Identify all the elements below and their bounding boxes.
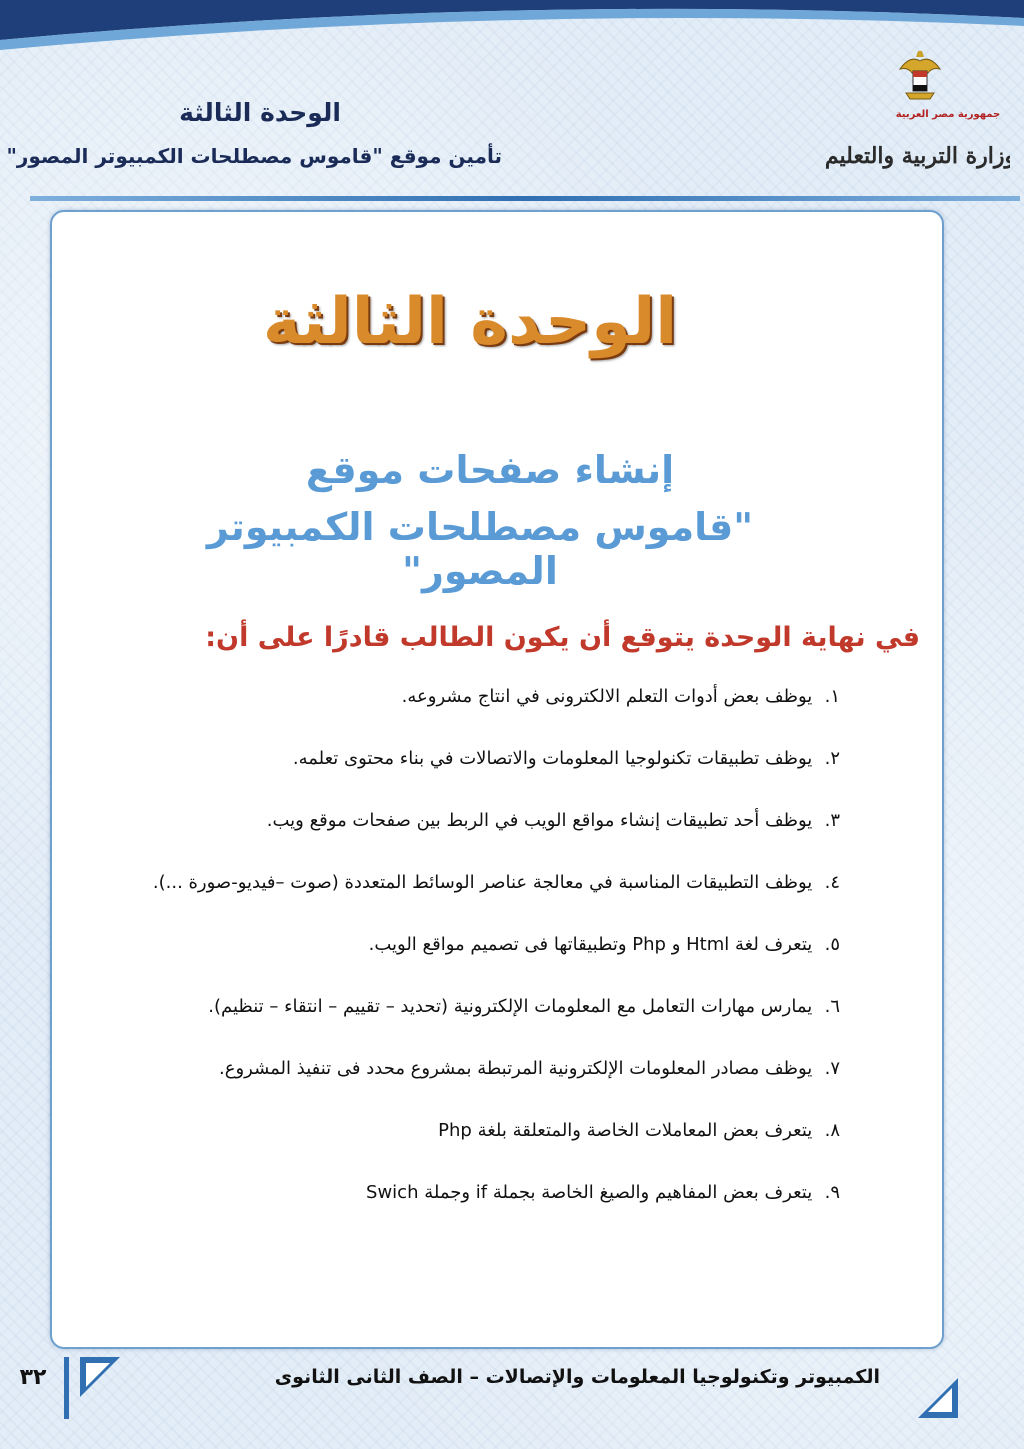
footer-text: الكمبيوتر وتكنولوجيا المعلومات والإتصالات – الصف الثانى الثانوى (274, 1366, 880, 1388)
objective-number: ٧. (824, 1058, 840, 1079)
logo-ministry-text: وزارة التربية والتعليم (824, 143, 1010, 169)
corner-triangle-icon (80, 1357, 120, 1397)
unit-title: الوحدة الثالثة (262, 285, 678, 359)
header-divider (30, 196, 1020, 201)
ministry-logo (820, 45, 1010, 185)
objectives-intro: في نهاية الوحدة يتوقع أن يكون الطالب قادرًا على أن: (205, 622, 920, 653)
objective-number: ٩. (824, 1182, 840, 1203)
objective-text: يتعرف بعض المفاهيم والصيغ الخاصة بجملة if وجملة Swich (366, 1182, 813, 1203)
objective-item (60, 992, 840, 1054)
objective-item (60, 744, 840, 806)
objective-text: يتعرف لغة Html و Php وتطبيقاتها فى تصميم مواقع الويب. (368, 934, 813, 955)
page-number: ٣٢ (19, 1365, 47, 1390)
objectives-list (60, 682, 840, 1240)
objective-number: ٥. (824, 934, 840, 955)
objective-item (60, 806, 840, 868)
objective-text: يوظف تطبيقات تكنولوجيا المعلومات والاتصالات في بناء محتوى تعلمه. (292, 748, 813, 769)
objective-number: ٤. (824, 872, 840, 893)
logo-country-text: جمهورية مصر العربية (895, 109, 1001, 120)
footer-divider (64, 1357, 69, 1419)
objective-text: يوظف التطبيقات المناسبة في معالجة عناصر الوسائط المتعددة (صوت –فيديو-صورة ...). (152, 872, 813, 893)
objective-number: ١. (824, 686, 840, 707)
header-subtitle: تأمين موقع "قاموس مصطلحات الكمبيوتر المصور" (6, 144, 502, 168)
objective-item (60, 1116, 840, 1178)
objective-item (60, 682, 840, 744)
objective-number: ٦. (824, 996, 840, 1017)
unit-subtitle-2: "قاموس مصطلحات الكمبيوتر المصور" (206, 505, 754, 593)
objective-item (60, 1054, 840, 1116)
header-unit-title: الوحدة الثالثة (179, 98, 341, 127)
objective-number: ٨. (824, 1120, 840, 1141)
objective-text: يوظف بعض أدوات التعلم الالكترونى في انتاج مشروعه. (401, 686, 813, 707)
objective-number: ٢. (824, 748, 840, 769)
objective-item (60, 930, 840, 992)
objective-text: يتعرف بعض المعاملات الخاصة والمتعلقة بلغة Php (438, 1120, 813, 1141)
objective-text: يمارس مهارات التعامل مع المعلومات الإلكترونية (تحديد – تقييم – انتقاء – تنظيم). (208, 996, 813, 1017)
objective-item (60, 1178, 840, 1240)
corner-triangle-icon (918, 1378, 958, 1418)
objective-text: يوظف مصادر المعلومات الإلكترونية المرتبطة بمشروع محدد فى تنفيذ المشروع. (219, 1058, 813, 1079)
objective-number: ٣. (824, 810, 840, 831)
eagle-emblem-icon (820, 45, 1010, 185)
unit-subtitle-1: إنشاء صفحات موقع (305, 448, 675, 492)
objective-item (60, 868, 840, 930)
objective-text: يوظف أحد تطبيقات إنشاء مواقع الويب في الربط بين صفحات موقع ويب. (266, 810, 813, 831)
